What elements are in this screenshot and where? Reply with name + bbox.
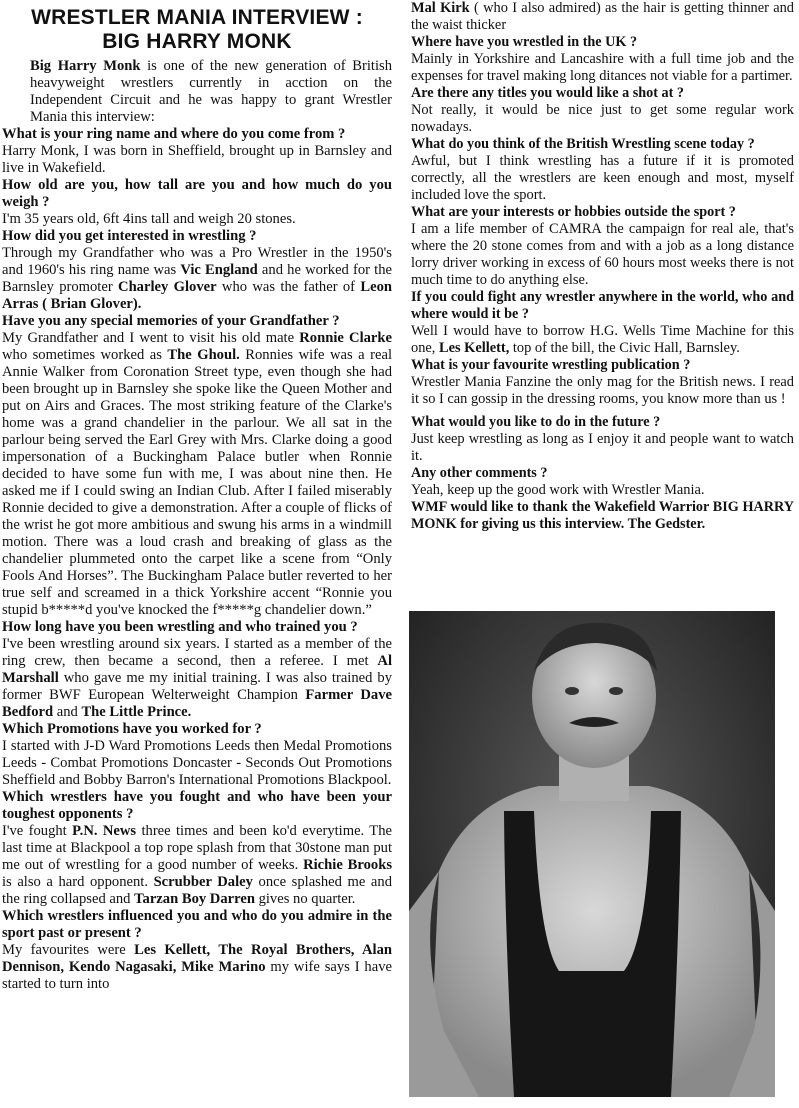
title-line-1: WRESTLER MANIA INTERVIEW : (31, 6, 363, 29)
question: What do you think of the British Wrestling scene today ? (411, 136, 755, 152)
answer: Harry Monk, I was born in Sheffield, brought up in Barnsley and live in Wakefield. (2, 143, 392, 176)
answer: I've been wrestling around six years. I started as a member of the ring crew, then became a second, then a referee. I met Al Marshall who gave me my initial training. I was also trained by former BWF European Welterweight Champion Farmer Dave Bedford and The Little Prince. (2, 636, 393, 720)
question: Which Promotions have you worked for ? (2, 721, 262, 737)
wrestler-photo (409, 611, 775, 1097)
question: How did you get interested in wrestling ? (2, 228, 257, 244)
answer: I am a life member of CAMRA the campaign for real ale, that's where the 20 stone comes from and with a job as a long distance lorry driver working in excess of 60 hours most weeks there is not much time to do anything else. (411, 221, 794, 288)
answer: I'm 35 years old, 6ft 4ins tall and weigh 20 stones. (2, 211, 296, 227)
answer: Through my Grandfather who was a Pro Wrestler in the 1950's and 1960's his ring name was Vic England and he worked for the Barnsley promoter Charley Glover who was the father of Leon Arras ( Brian Glover). (2, 245, 392, 312)
answer: Not really, it would be nice just to get some regular work nowadays. (411, 102, 794, 135)
answer: I've fought P.N. News three times and been ko'd everytime. The last time at Blackpool a top rope splash from that 30stone man put me out of wrestling for a good number of weeks. Richie Brooks is also a hard opponent. Scrubber Daley once splashed me and the ring collapsed and Tarzan Boy Darren gives no quarter. (2, 823, 392, 907)
answer: Wrestler Mania Fanzine the only mag for the British news. I read it so I can gossip in the dressing rooms, you know more than us ! (411, 374, 794, 407)
question: What are your interests or hobbies outside the sport ? (411, 204, 736, 220)
question: If you could fight any wrestler anywhere in the world, who and where would it be ? (411, 289, 794, 322)
answer-continued: Mal Kirk ( who I also admired) as the hair is getting thinner and the waist thicker (411, 0, 794, 33)
closing-note: WMF would like to thank the Wakefield Warrior BIG HARRY MONK for giving us this interview. The Gedster. (411, 499, 794, 532)
question: Have you any special memories of your Grandfather ? (2, 313, 340, 329)
page-title (2, 6, 392, 54)
answer: I started with J-D Ward Promotions Leeds then Medal Promotions Leeds - Combat Promotions Doncaster - Seconds Out Promotions Sheffield and Bobby Barron's International Promotions Blackpool. (2, 738, 392, 788)
question: Which wrestlers influenced you and who do you admire in the sport past or present ? (2, 908, 392, 941)
question: Which wrestlers have you fought and who have been your toughest opponents ? (2, 789, 392, 822)
answer: Awful, but I think wrestling has a future if it is promoted correctly, all the wrestlers are keen enough and most, myself included love the sport. (411, 153, 794, 203)
answer: Just keep wrestling as long as I enjoy it and people want to watch it. (411, 431, 794, 464)
question: What would you like to do in the future ? (411, 414, 661, 430)
left-column (2, 0, 392, 993)
answer: My Grandfather and I went to visit his old mate Ronnie Clarke who sometimes worked as The Ghoul. Ronnies wife was a real Annie Walker from Coronation Street type, even though she had been brought up in Barnsley she spoke like the Queen Mother and put on Airs and Graces. The most striking feature of the Clarke's home was a grand chandelier in the parlour. We all sat in the parlour being served the Earl Grey with Mrs. Clarke doing a good impersonation of a Buckingham Palace butler when Ronnie decided to have some fun with me, I was about nine then. He asked me if I could swing an Indian Club. After I failed miserably Ronnie decided to give a demonstration. After a couple of flicks of the wrist he got more ambitious and swung his arms in a windmill motion. There was a loud crash and breaking of glass as the chandelier plummeted onto the carpet like a scene from “Only Fools And Horses”. The Buckingham Palace butler reverted to her true self and screamed in a thick Yorkshire accent “Ronnie you stupid b*****d you've knocked the f*****g chandelier down.” (2, 330, 392, 618)
question: What is your ring name and where do you come from ? (2, 126, 346, 142)
answer: Mainly in Yorkshire and Lancashire with a full time job and the expenses for travel making long ditances not viable for a partimer. (411, 51, 794, 84)
intro-paragraph: Big Harry Monk is one of the new generation of British heavyweight wrestlers currently in acction on the Independent Circuit and he was happy to grant Wrestler Mania this interview: (30, 58, 392, 125)
question: Any other comments ? (411, 465, 548, 481)
answer-start: My favourites were Les Kellett, The Royal Brothers, Alan Dennison, Kendo Nagasaki, Mike Marino my wife says I have started to turn into (2, 942, 392, 992)
question: How old are you, how tall are you and how much do you weigh ? (2, 177, 392, 210)
question: How long have you been wrestling and who trained you ? (2, 619, 358, 635)
wrestler-portrait-icon (409, 611, 775, 1097)
question: Are there any titles you would like a shot at ? (411, 85, 684, 101)
answer: Well I would have to borrow H.G. Wells Time Machine for this one, Les Kellett, top of the bill, the Civic Hall, Barnsley. (411, 323, 794, 356)
title-line-2: BIG HARRY MONK (102, 30, 292, 53)
question: What is your favourite wrestling publication ? (411, 357, 691, 373)
answer: Yeah, keep up the good work with Wrestler Mania. (411, 482, 705, 498)
question: Where have you wrestled in the UK ? (411, 34, 638, 50)
right-column (411, 0, 794, 533)
